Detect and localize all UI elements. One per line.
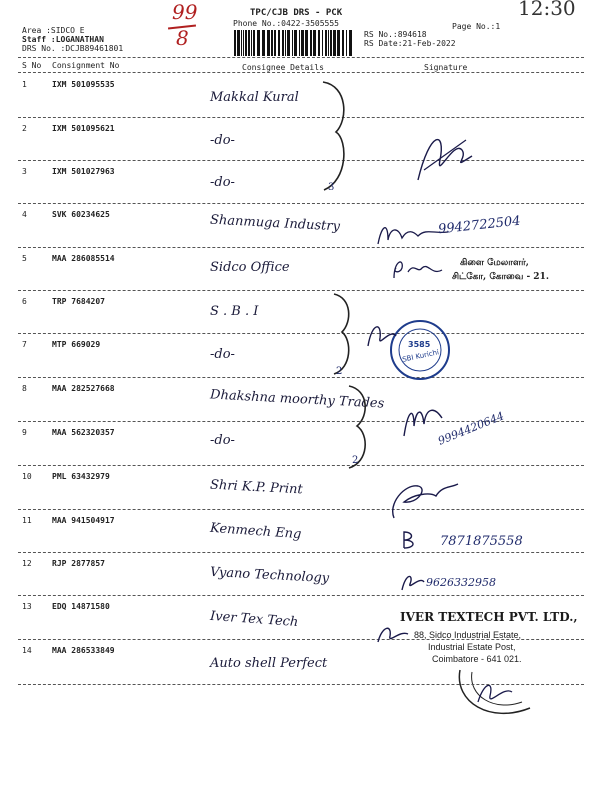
barcode-bar xyxy=(267,30,270,56)
phone-row9: 9994420644 xyxy=(436,409,506,448)
row-8-sno: 8 xyxy=(22,384,27,393)
barcode-bar xyxy=(287,30,290,56)
signature-row13 xyxy=(372,620,412,648)
row-2-consignee: -do- xyxy=(210,133,235,148)
barcode-bar xyxy=(305,30,308,56)
row-13-consignment-no: EDQ 14871580 xyxy=(52,602,110,611)
row-9-sno: 9 xyxy=(22,428,27,437)
barcode-bar xyxy=(237,30,240,56)
row-12-consignee: Vyano Technology xyxy=(209,564,330,587)
row-1-consignee: Makkal Kural xyxy=(210,90,299,105)
row-12-consignment-no: RJP 2877857 xyxy=(52,559,105,568)
header-bottom-rule xyxy=(18,72,584,73)
row-6-sno: 6 xyxy=(22,297,27,306)
row-11-consignment-no: MAA 941504917 xyxy=(52,516,115,525)
row-divider xyxy=(18,203,584,204)
barcode-bar xyxy=(262,30,265,56)
barcode-bar xyxy=(282,30,284,56)
row-12-sno: 12 xyxy=(22,559,32,568)
row-11-sno: 11 xyxy=(22,516,32,525)
drs-number: DRS No. :DCJB89461801 xyxy=(22,44,124,53)
row-1-sno: 1 xyxy=(22,80,27,89)
signature-row5 xyxy=(388,254,448,284)
row-7-consignment-no: MTP 669029 xyxy=(52,340,101,349)
row-divider xyxy=(18,247,584,248)
row-divider xyxy=(18,117,584,118)
row-5-consignee: Sidco Office xyxy=(210,260,290,275)
iver-company-name: IVER TEXTECH PVT. LTD., xyxy=(400,610,578,624)
row-6-consignee: S . B . I xyxy=(210,304,259,319)
barcode-bar xyxy=(285,30,286,56)
barcode-bar xyxy=(234,30,236,56)
row-4-consignee: Shanmuga Industry xyxy=(209,212,341,235)
sidco-stamp-line1: கிளை மேலாளர், xyxy=(460,258,529,268)
barcode-bar xyxy=(274,30,276,56)
barcode xyxy=(232,30,354,56)
row-10-consignee: Shri K.P. Print xyxy=(209,477,304,498)
row-7-sno: 7 xyxy=(22,340,27,349)
sbi-code: 3585 xyxy=(408,340,431,349)
phone-row4: 9942722504 xyxy=(437,213,522,238)
row-divider xyxy=(18,333,584,334)
col-consignment: Consignment No xyxy=(52,61,120,70)
barcode-bar xyxy=(301,30,304,56)
phone-number: Phone No.:0422-3505555 xyxy=(233,19,339,28)
page-number: Page No.:1 xyxy=(452,22,501,31)
row-2-consignment-no: IXM 501095621 xyxy=(52,124,115,133)
row-9-consignment-no: MAA 562320357 xyxy=(52,428,115,437)
row-11-consignee: Kenmech Eng xyxy=(209,520,302,543)
col-consignee: Consignee Details xyxy=(242,63,324,72)
barcode-bar xyxy=(278,30,280,56)
barcode-bar xyxy=(292,30,293,56)
row-divider xyxy=(18,160,584,161)
row-1-consignment-no: IXM 501095535 xyxy=(52,80,115,89)
hand-time: 12:30 xyxy=(518,0,576,20)
barcode-bar xyxy=(248,30,250,56)
drs-title: TPC/CJB DRS - PCK xyxy=(250,8,343,18)
iver-address-2: Industrial Estate Post, xyxy=(428,642,516,652)
col-sno: S No xyxy=(22,61,42,70)
row-14-consignment-no: MAA 286533849 xyxy=(52,646,115,655)
row-3-consignment-no: IXM 501027963 xyxy=(52,167,115,176)
row-10-consignment-no: PML 63432979 xyxy=(52,472,110,481)
barcode-bar xyxy=(328,30,329,56)
area-field: Area :SIDCO E xyxy=(22,26,85,35)
sidco-stamp-line2: சிட்கோ, கோவை - 21. xyxy=(452,272,549,282)
barcode-bar xyxy=(245,30,247,56)
row-13-consignee: Iver Tex Tech xyxy=(209,608,299,631)
row-3-sno: 3 xyxy=(22,167,27,176)
signature-row10 xyxy=(384,474,464,526)
header-top-rule xyxy=(18,57,584,58)
barcode-bar xyxy=(325,30,327,56)
hand-top-number: 99 xyxy=(172,0,198,24)
row-8-consignment-no: MAA 282527668 xyxy=(52,384,115,393)
row-divider xyxy=(18,509,584,510)
barcode-bar xyxy=(251,30,252,56)
brace-count-2: 2 xyxy=(336,366,343,377)
barcode-bar xyxy=(310,30,312,56)
signature-row11 xyxy=(400,530,422,550)
barcode-bar xyxy=(243,30,244,56)
row-4-sno: 4 xyxy=(22,210,27,219)
barcode-bar xyxy=(337,30,340,56)
row-5-sno: 5 xyxy=(22,254,27,263)
row-divider xyxy=(18,377,584,378)
row-10-sno: 10 xyxy=(22,472,32,481)
row-8-consignee: Dhakshna moorthy Trades xyxy=(209,387,385,412)
row-13-sno: 13 xyxy=(22,602,32,611)
barcode-bar xyxy=(257,30,260,56)
barcode-bar xyxy=(342,30,344,56)
row-divider xyxy=(18,552,584,553)
iver-address-1: 88, Sidco Industrial Estate, xyxy=(414,630,522,640)
row-14-consignee: Auto shell Perfect xyxy=(210,656,328,671)
barcode-bar xyxy=(294,30,297,56)
brace-group-3 xyxy=(345,384,385,470)
row-7-consignee: -do- xyxy=(210,347,235,362)
phone-row11: 7871875558 xyxy=(440,534,523,549)
row-5-consignment-no: MAA 286085514 xyxy=(52,254,115,263)
signature-row6-7 xyxy=(362,318,402,352)
barcode-bar xyxy=(313,30,316,56)
row-divider xyxy=(18,290,584,291)
row-14-sno: 14 xyxy=(22,646,32,655)
barcode-bar xyxy=(318,30,320,56)
phone-row12: 9626332958 xyxy=(426,576,496,589)
barcode-bar xyxy=(322,30,323,56)
row-4-consignment-no: SVK 60234625 xyxy=(52,210,110,219)
barcode-bar xyxy=(299,30,300,56)
brace-count-1: 3 xyxy=(328,182,335,193)
row-divider xyxy=(18,595,584,596)
brace-group-1 xyxy=(318,80,358,195)
barcode-bar xyxy=(333,30,336,56)
row-9-consignee: -do- xyxy=(210,433,235,448)
barcode-bar xyxy=(330,30,332,56)
barcode-bar xyxy=(253,30,255,56)
rs-number: RS No.:894618 xyxy=(364,30,427,39)
brace-count-3: 2 xyxy=(352,455,359,466)
row-6-consignment-no: TRP 7684207 xyxy=(52,297,105,306)
signature-row12 xyxy=(398,570,428,594)
signature-row1-3 xyxy=(410,120,480,190)
barcode-bar xyxy=(346,30,347,56)
iver-round-seal xyxy=(450,662,546,722)
hand-top-denominator: 8 xyxy=(176,26,189,50)
barcode-bar xyxy=(349,30,352,56)
row-3-consignee: -do- xyxy=(210,175,235,190)
list-end-rule xyxy=(18,684,584,685)
row-divider xyxy=(18,465,584,466)
iver-address-3: Coimbatore - 641 021. xyxy=(432,654,522,664)
sbi-branch: SBI Kurichi xyxy=(401,348,440,364)
barcode-bar xyxy=(241,30,242,56)
col-signature: Signature xyxy=(424,63,468,72)
rs-date: RS Date:21-Feb-2022 xyxy=(364,39,456,48)
barcode-bar xyxy=(271,30,273,56)
row-2-sno: 2 xyxy=(22,124,27,133)
staff-field: Staff :LOGANATHAN xyxy=(22,35,104,44)
